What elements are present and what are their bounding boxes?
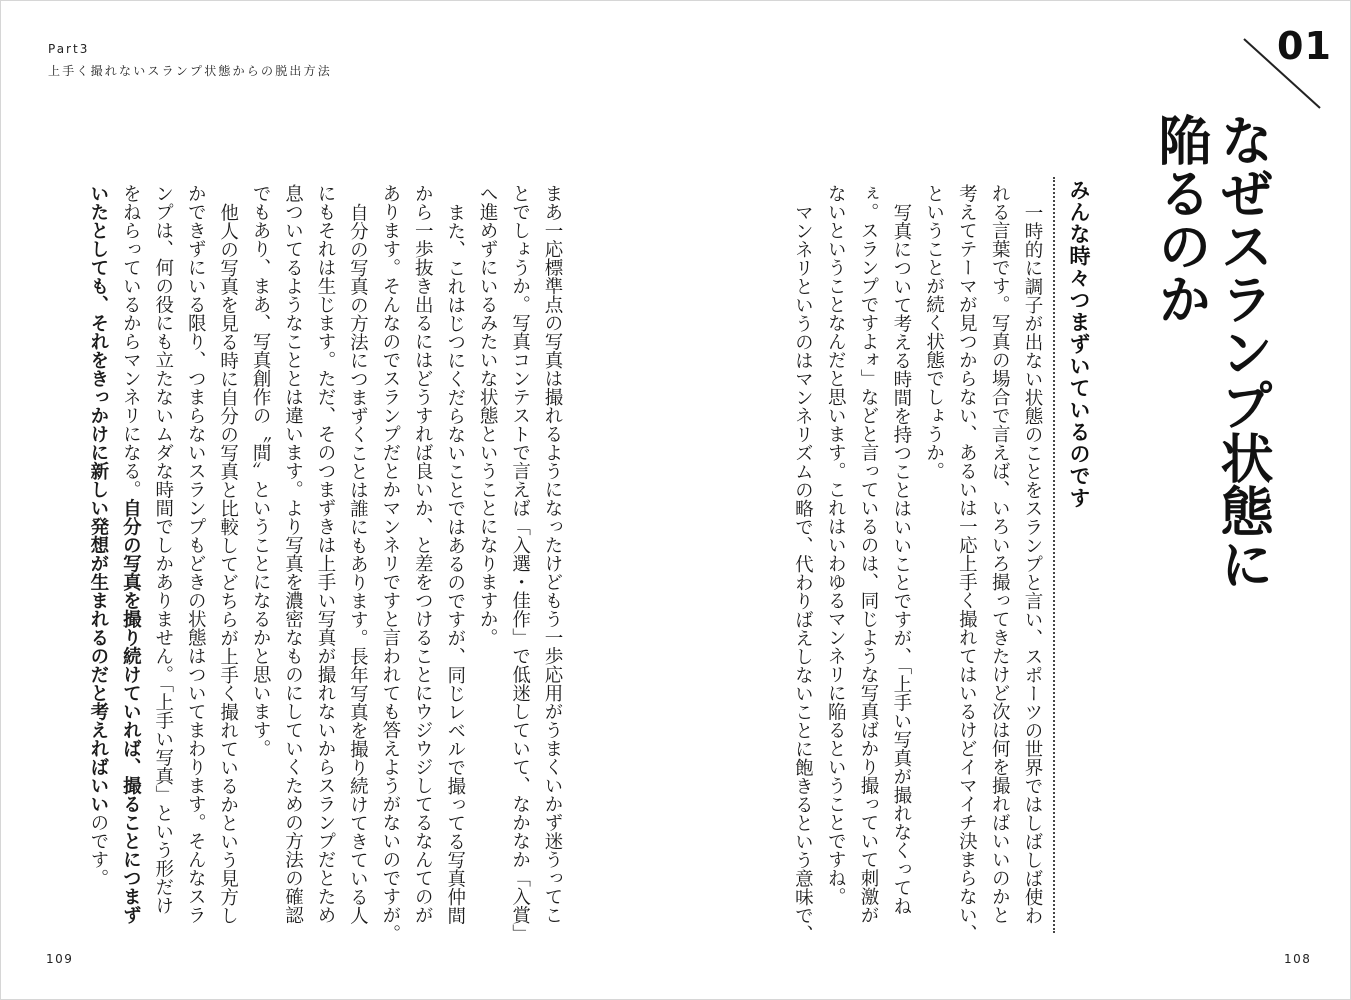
subheading: みんな時々つまずいているのです (1067, 179, 1091, 509)
body-line: にもそれは生じます。ただ、そのつまずきは上手い写真が撮れないからスランプだとため (314, 184, 336, 924)
body-line (114, 184, 146, 954)
body-line: まあ一応標準点の写真は撮れるようになったけどもう一歩応用がうまくいかず迷うってこ (542, 184, 563, 924)
body-line: ということが続く状態でしょうか。 (923, 184, 945, 480)
body-line: 息ついてるようなこととは違います。より写真を濃密なものにしていくための方法の確認 (282, 184, 304, 924)
page-number-right: 108 (1284, 952, 1312, 966)
dotted-rule (1053, 177, 1055, 933)
body-line: また、これはじつにくだらないことではあるのですが、同じレベルで撮ってる写真仲間 (444, 202, 466, 924)
body-text-emphasis: いたとしても、それをきっかけに新しい発想が生まれるのだと考えればいい (87, 184, 109, 813)
section-title-line-1: なぜスランプ状態に (1212, 113, 1273, 590)
body-line: から一歩抜き出るにはどうすれば良いか、と差をつけることにウジウジしてるなんてのが (412, 184, 434, 924)
body-line: ないということなんだと思います。これはいわゆるマンネリに陥るということですね。 (825, 184, 847, 906)
body-line: かできずにいる限り、つまらないスランプもどきの状態はついてまわります。そんなスラ (185, 184, 207, 924)
running-header-part: Part3 (48, 42, 90, 56)
body-line: とでしょうか。写真コンテストで言えば「入選・佳作」で低迷していて、なかなか「入賞」 (509, 184, 531, 943)
body-line: 自分の写真の方法につまずくことは誰にもあります。長年写真を撮り続けてきている人 (347, 202, 369, 924)
body-line: ぇ。スランプですよォ」などと言っているのは、同じような写真ばかり撮っていて刺激が (858, 184, 880, 924)
running-header-chapter-title: 上手く撮れないスランプ状態からの脱出方法 (48, 64, 333, 78)
body-line: 他人の写真を見る時に自分の写真と比較してどちらが上手く撮れているかという見方し (217, 202, 239, 924)
body-line: 一時的に調子が出ない状態のことをスランプと言い、スポーツの世界ではしばしば使わ (1022, 202, 1043, 924)
left-page-body (81, 184, 568, 954)
body-line: マンネリというのはマンネリズムの略で、代わりばえしないことに飽きるという意味で、 (792, 202, 814, 943)
body-line: あります。そんなのでスランプだとかマンネリですと言われても答えようがないのですが。 (379, 184, 401, 943)
body-line (81, 184, 113, 954)
section-number: 01 (1277, 24, 1332, 68)
section-title (1149, 113, 1273, 633)
body-line: れる言葉です。写真の場合で言えば、いろいろ撮ってきたけど次は何を撮ればいいのかと (989, 184, 1011, 924)
section-title-line-2: 陥るのか (1150, 113, 1211, 325)
body-text-emphasis: 自分の写真を撮り続けていれば、撮ることにつまず (120, 498, 142, 924)
body-text-regular: のです。 (87, 813, 109, 887)
page-number-left: 109 (46, 952, 74, 966)
body-text-regular: をねらっているからマンネリになる。 (120, 184, 142, 499)
body-line: 考えてテーマが見つからない、あるいは一応上手く撮れてはいるけどイマイチ決まらない、 (956, 184, 978, 943)
right-page-body (785, 184, 1048, 954)
body-line: へ進めずにいるみたいな状態ということになりますか。 (477, 184, 499, 647)
body-line: 写真について考える時間を持つことはいいことですが、「上手い写真が撮れなくってね (890, 202, 912, 915)
body-line: でもあり、まあ、写真創作の〝間〟ということになるかと思います。 (250, 184, 272, 758)
body-line: ンプは、何の役にも立たないムダな時間でしかありません。「上手い写真」という形だけ (152, 184, 174, 915)
